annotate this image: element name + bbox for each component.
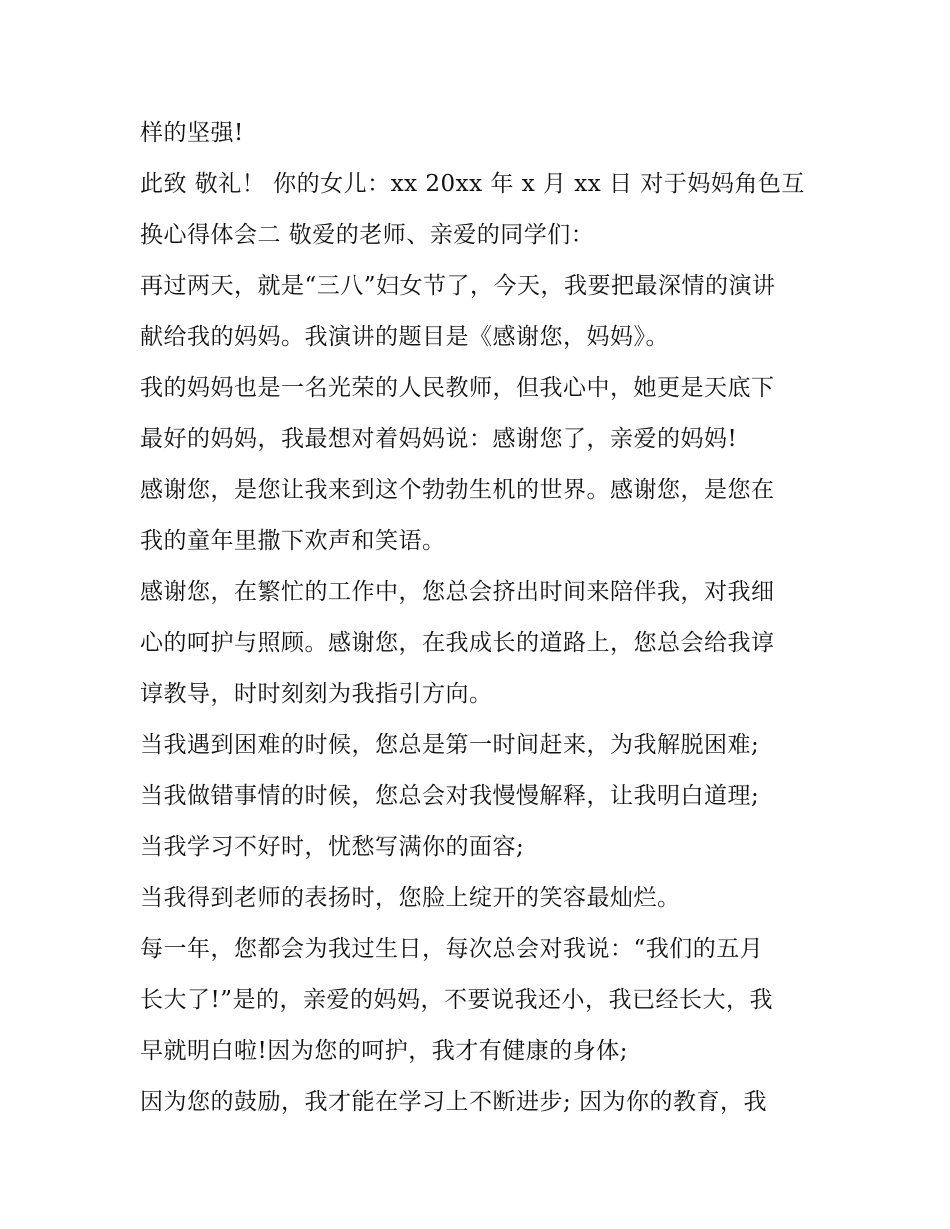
text-line: 当我得到老师的表扬时，您脸上绽开的笑容最灿烂。 xyxy=(140,885,681,911)
text-line: 我的妈妈也是一名光荣的人民教师，但我心中，她更是天底下 xyxy=(140,375,775,401)
text-line: 早就明白啦!因为您的呵护，我才有健康的身体; xyxy=(140,1038,628,1064)
text-line: 再过两天，就是“三八”妇女节了，今天，我要把最深情的演讲 xyxy=(140,273,776,299)
text-line: 因为您的鼓励，我才能在学习上不断进步; 因为你的教育，我 xyxy=(140,1089,768,1115)
text-line: 我的童年里撒下欢声和笑语。 xyxy=(140,528,446,554)
text-line: 换心得体会二 敬爱的老师、亲爱的同学们： xyxy=(140,222,595,248)
text-line: 心的呵护与照顾。感谢您，在我成长的道路上，您总会给我谆 xyxy=(140,630,775,656)
text-line: 每一年，您都会为我过生日，每次总会对我说：“我们的五月 xyxy=(140,936,764,962)
text-line: 最好的妈妈，我最想对着妈妈说：感谢您了，亲爱的妈妈! xyxy=(140,426,738,452)
text-line: 当我学习不好时，忧愁写满你的面容; xyxy=(140,834,525,860)
text-line: 感谢您，是您让我来到这个勃勃生机的世界。感谢您，是您在 xyxy=(140,477,775,503)
text-line: 当我做错事情的时候，您总会对我慢慢解释，让我明白道理; xyxy=(140,783,760,809)
text-line: 此致 敬礼！ 你的女儿：xx 20xx 年 x 月 xx 日 对于妈妈角色互 xyxy=(140,171,805,197)
document-body xyxy=(140,108,820,1128)
text-line: 长大了!”是的，亲爱的妈妈，不要说我还小，我已经长大，我 xyxy=(140,987,774,1013)
text-line: 谆教导，时时刻刻为我指引方向。 xyxy=(140,681,493,707)
text-line: 感谢您，在繁忙的工作中，您总会挤出时间来陪伴我，对我细 xyxy=(140,579,775,605)
text-line: 献给我的妈妈。我演讲的题目是《感谢您，妈妈》。 xyxy=(140,324,669,350)
text-line: 样的坚强! xyxy=(140,120,244,146)
text-line: 当我遇到困难的时候，您总是第一时间赶来，为我解脱困难; xyxy=(140,732,760,758)
